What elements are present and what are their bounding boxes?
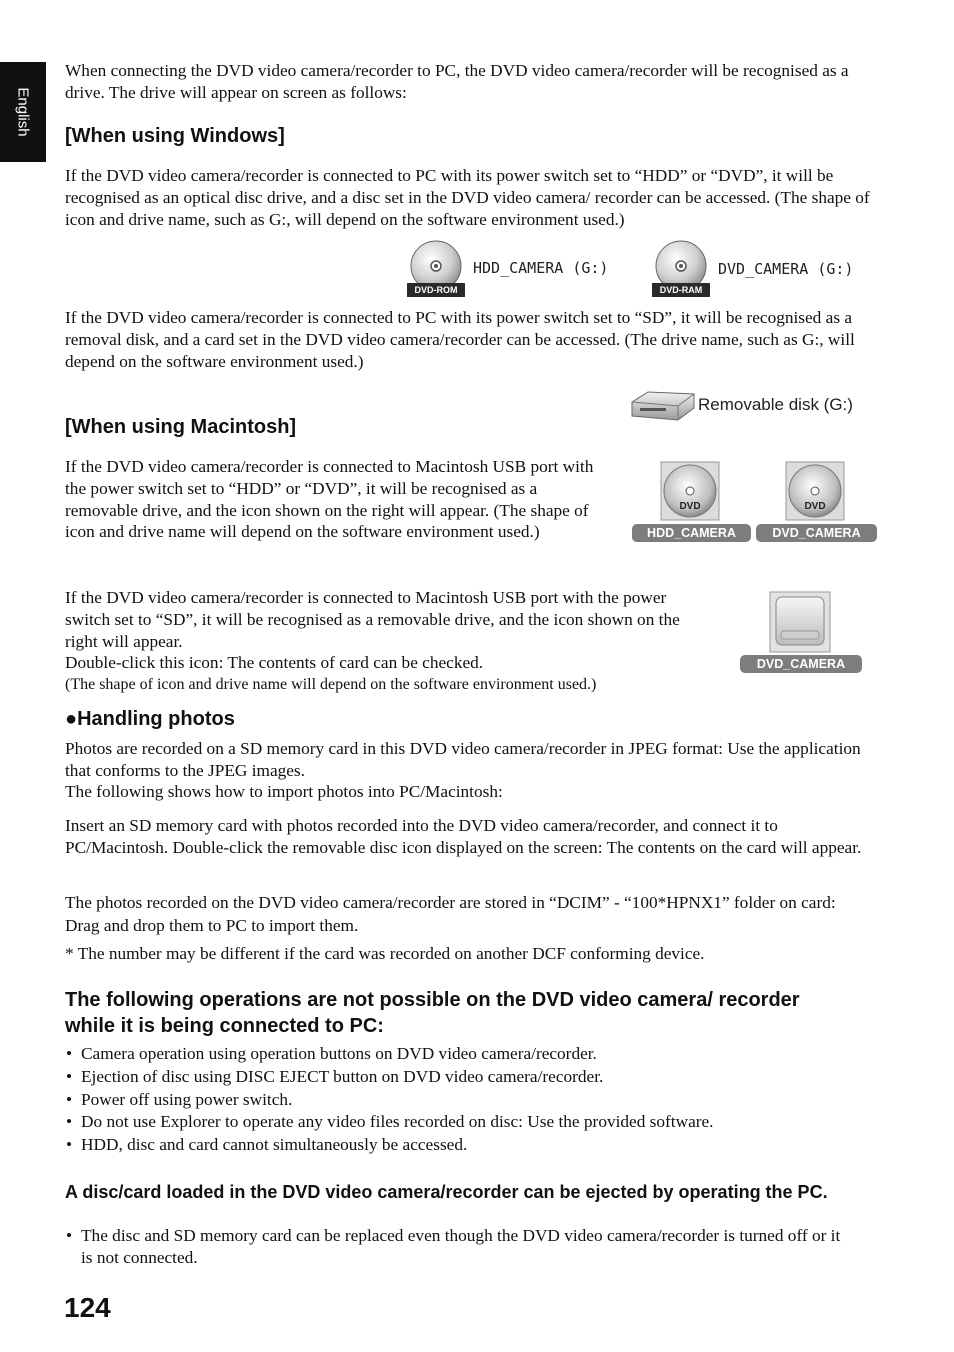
language-side-tab [0, 62, 46, 162]
mac-dvd-camera-label: DVD_CAMERA [756, 524, 877, 542]
side-tab-label: English [14, 87, 32, 137]
hdd-camera-drive-icon [405, 240, 467, 298]
ops-heading: The following operations are not possible on the DVD video camera/ recorder while it is being connected to PC: [65, 989, 800, 1037]
dvd-disc-text: DVD [804, 501, 826, 512]
photos-footnote: * The number may be different if the card was recorded on another DCF conforming device. [65, 944, 705, 963]
eject-list [65, 1225, 855, 1269]
dvd-camera-drive-icon [650, 240, 712, 298]
dvd-disc-icon [785, 461, 845, 521]
intro-paragraph: When connecting the DVD video camera/recorder to PC, the DVD video camera/recorder will be recognised as a drive. The drive will appear on screen as follows: [65, 61, 849, 102]
mac-sd-card-icon [769, 591, 831, 653]
dvd-ram-badge: DVD-RAM [659, 285, 703, 295]
hdd-camera-drive-label: HDD_CAMERA (G:) [473, 259, 609, 277]
dvd-disc-icon [660, 461, 720, 521]
mac-hdd-camera-label: HDD_CAMERA [632, 524, 751, 542]
removable-disk-label: Removable disk (G:) [698, 395, 853, 414]
removable-disk-icon [628, 388, 696, 424]
list-item: • Do not use Explorer to operate any video files recorded on disc: Use the provided software. [65, 1111, 877, 1134]
windows-paragraph-2: If the DVD video camera/recorder is connected to PC with its power switch set to “SD”, it will be recognised as a removal disk, and a card set in the DVD video camera/recorder can be accessed. (The drive name, such as G:, will depend on the software environment used.) [65, 308, 855, 371]
list-item: • Camera operation using operation buttons on DVD video camera/recorder. [65, 1043, 877, 1066]
removable-drive-icon [769, 591, 831, 653]
ops-list [65, 1043, 877, 1157]
list-item: • The disc and SD memory card can be replaced even though the DVD video camera/recorder is turned off or it is not connected. [65, 1225, 855, 1269]
mac-paragraph-4: (The shape of icon and drive name will depend on the software environment used.) [65, 676, 597, 693]
mac-hdd-camera-icon [660, 461, 720, 521]
mac-sd-dvd-camera-label: DVD_CAMERA [740, 655, 862, 673]
windows-paragraph-1: If the DVD video camera/recorder is connected to PC with its power switch set to “HDD” or “DVD”, it will be recognised as an optical disc drive, and a disc set in the DVD video camera/ recorder can be accessed. (The shape of icon and drive name, such as G:, will depend on the software environment used.) [65, 166, 870, 229]
eject-heading: A disc/card loaded in the DVD video camera/recorder can be ejected by operating the PC. [65, 1182, 828, 1202]
mac-paragraph-1: If the DVD video camera/recorder is connected to Macintosh USB port with the power switch set to “HDD” or “DVD”, it will be recognised as a removable drive, and the icon shown on the right will appear. (The shape of icon and drive name will depend on the software environment used.) [65, 457, 594, 542]
dvd-disc-text: DVD [679, 501, 701, 512]
windows-heading: [When using Windows] [65, 125, 285, 147]
list-item: • Ejection of disc using DISC EJECT button on DVD video camera/recorder. [65, 1066, 877, 1089]
mac-paragraph-2: If the DVD video camera/recorder is connected to Macintosh USB port with the power switch set to “SD”, it will be recognised as a removable drive, and the icon shown on the right will appear. [65, 588, 680, 651]
photos-paragraph-1: Photos are recorded on a SD memory card in this DVD video camera/recorder in JPEG format: Use the application that conforms to the JPEG images. [65, 739, 861, 780]
photos-paragraph-3: Insert an SD memory card with photos recorded into the DVD video camera/recorder, and connect it to PC/Macintosh. Double-click the removable disc icon displayed on the screen: The contents on the card will appear. [65, 816, 862, 857]
mac-paragraph-3: Double-click this icon: The contents of card can be checked. [65, 653, 484, 672]
dvd-camera-drive-label: DVD_CAMERA (G:) [718, 260, 854, 278]
mac-dvd-camera-icon [785, 461, 845, 521]
list-item: • HDD, disc and card cannot simultaneously be accessed. [65, 1134, 877, 1157]
photos-paragraph-2: The following shows how to import photos into PC/Macintosh: [65, 782, 503, 801]
photos-heading: ●Handling photos [65, 708, 235, 730]
list-item: • Power off using power switch. [65, 1089, 877, 1112]
mac-heading: [When using Macintosh] [65, 416, 297, 438]
page-number: 124 [64, 1292, 111, 1323]
photos-paragraph-4: The photos recorded on the DVD video camera/recorder are stored in “DCIM” - “100*HPNX1” folder on card: Drag and drop them to PC to import them. [65, 893, 836, 935]
dvd-rom-badge: DVD-ROM [414, 285, 458, 295]
